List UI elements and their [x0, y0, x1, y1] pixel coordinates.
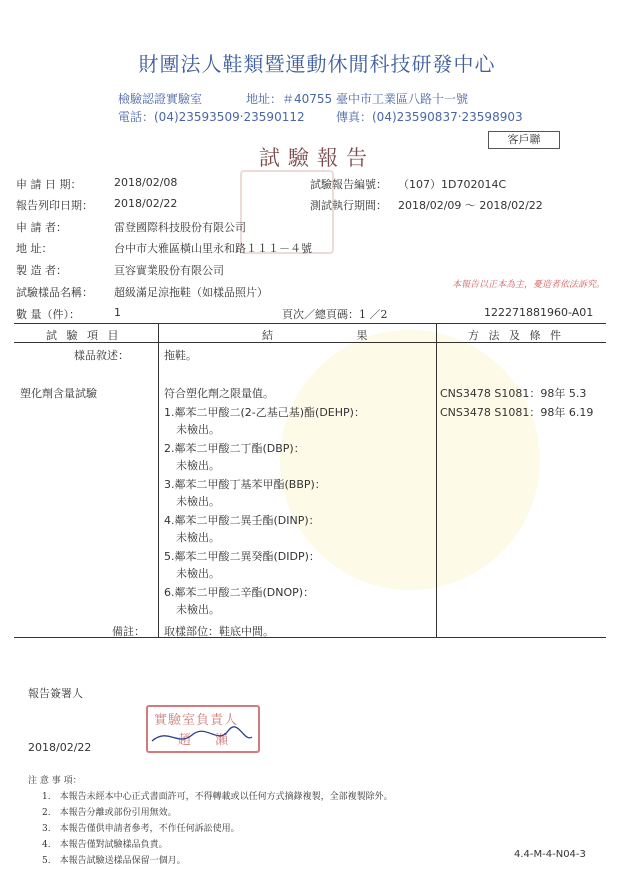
qty-label: 數 量（件）： [16, 308, 80, 321]
page-label: 頁次／總頁碼：1 ／2 [282, 308, 388, 321]
test-period-label: 測試執行期間： [310, 199, 387, 212]
sample-desc: 拖鞋。 [164, 349, 197, 362]
table-divider-1 [158, 323, 159, 637]
responsible-stamp [146, 705, 260, 753]
remarks: 取樣部位：鞋底中間。 [164, 625, 274, 638]
lab-name: 檢驗認證實驗室 [118, 92, 203, 106]
sample-desc-label: 樣品敘述： [74, 349, 129, 362]
table-top-border [14, 323, 606, 324]
org-fax: 傳真：(04)23590837‧23598903 [336, 110, 523, 124]
signature-scribble [148, 723, 258, 751]
col-header-result: 結 果 [262, 329, 408, 342]
report-no: （107）1D702014C [398, 178, 507, 191]
note-item: 3. 本報告僅供申請者參考，不作任何訴訟使用。 [42, 824, 240, 834]
method-1: CNS3478 S1081：98年 5.3 [440, 387, 587, 400]
maker: 亘容實業股份有限公司 [114, 264, 224, 277]
notes-title: 注 意 事 項： [28, 776, 82, 786]
org-name: 財團法人鞋類暨運動休閒科技研發中心 [138, 52, 496, 76]
form-code: 4.4-M-4-N04-3 [514, 849, 586, 860]
org-phone: 電話：(04)23593509‧23590112 [118, 110, 305, 124]
maker-label: 製 造 者： [16, 264, 67, 277]
result-value: 未檢出。 [176, 495, 220, 508]
applicant: 雷登國際科技股份有限公司 [114, 221, 246, 234]
stamp-top-text: 實驗室負責人 [154, 713, 239, 728]
stamp-bottom-text: 趙 瀨 [178, 733, 239, 748]
slogan: 本報告以正本為主，憂造者依法訴究。 [452, 280, 606, 290]
note-item: 2. 本報告分離或部份引用無效。 [42, 808, 177, 818]
serial-number: 122271881960-A01 [484, 306, 594, 319]
result-value: 未檢出。 [176, 531, 220, 544]
address: 台中市大雅區橫山里永和路１１１－４號 [114, 242, 312, 255]
copy-label: 客戶聯 [488, 131, 560, 149]
apply-date: 2018/02/08 [114, 176, 178, 189]
print-date-label: 報告列印日期： [16, 199, 93, 212]
org-address: 地址：＃40755 臺中市工業區八路十一號 [246, 92, 468, 106]
applicant-label: 申 請 者： [16, 221, 67, 234]
test-period: 2018/02/09 ～ 2018/02/22 [398, 199, 543, 212]
report-title: 試驗報告 [259, 146, 375, 170]
result-value: 未檢出。 [176, 603, 220, 616]
print-date: 2018/02/22 [114, 197, 178, 210]
result-name: 4.鄰苯二甲酸二異壬酯(DINP)： [164, 514, 320, 527]
note-item: 1. 本報告未經本中心正式書面許可，不得轉載或以任何方式摘錄複製，全部複製除外。 [42, 792, 393, 802]
signature-date: 2018/02/22 [28, 741, 92, 754]
qty: 1 [114, 306, 121, 319]
result-value: 未檢出。 [176, 459, 220, 472]
table-divider-2 [436, 323, 437, 637]
signer-label: 報告簽署人 [28, 687, 83, 700]
table-bottom-border [14, 637, 606, 638]
col-header-item: 試 驗 項 目 [46, 329, 122, 342]
result-value: 未檢出。 [176, 423, 220, 436]
method-2: CNS3478 S1081：98年 6.19 [440, 406, 594, 419]
result-name: 6.鄰苯二甲酸二辛酯(DNOP)： [164, 586, 315, 599]
result-name: 2.鄰苯二甲酸二丁酯(DBP)： [164, 442, 305, 455]
result-name: 5.鄰苯二甲酸二異癸酯(DIDP)： [164, 550, 320, 563]
note-item: 4. 本報告僅對試驗樣品負責。 [42, 840, 168, 850]
address-label: 地 址： [16, 242, 53, 255]
remarks-label: 備註： [112, 625, 145, 638]
note-item: 5. 本報告試驗送樣品保留一個月。 [42, 856, 186, 866]
col-header-method: 方 法 及 條 件 [468, 329, 564, 342]
test-item: 塑化劑含量試驗 [20, 387, 97, 400]
result-intro: 符合塑化劑之限量值。 [164, 387, 274, 400]
sample-name: 超級滿足涼拖鞋（如樣品照片） [114, 286, 268, 299]
sample-name-label: 試驗樣品名稱： [16, 286, 93, 299]
result-value: 未檢出。 [176, 567, 220, 580]
result-name: 1.鄰苯二甲酸二(2-乙基己基)酯(DEHP)： [164, 406, 365, 419]
result-name: 3.鄰苯二甲酸丁基苯甲酯(BBP)： [164, 478, 326, 491]
apply-date-label: 申 請 日 期： [16, 178, 82, 191]
report-no-label: 試驗報告編號： [310, 178, 387, 191]
